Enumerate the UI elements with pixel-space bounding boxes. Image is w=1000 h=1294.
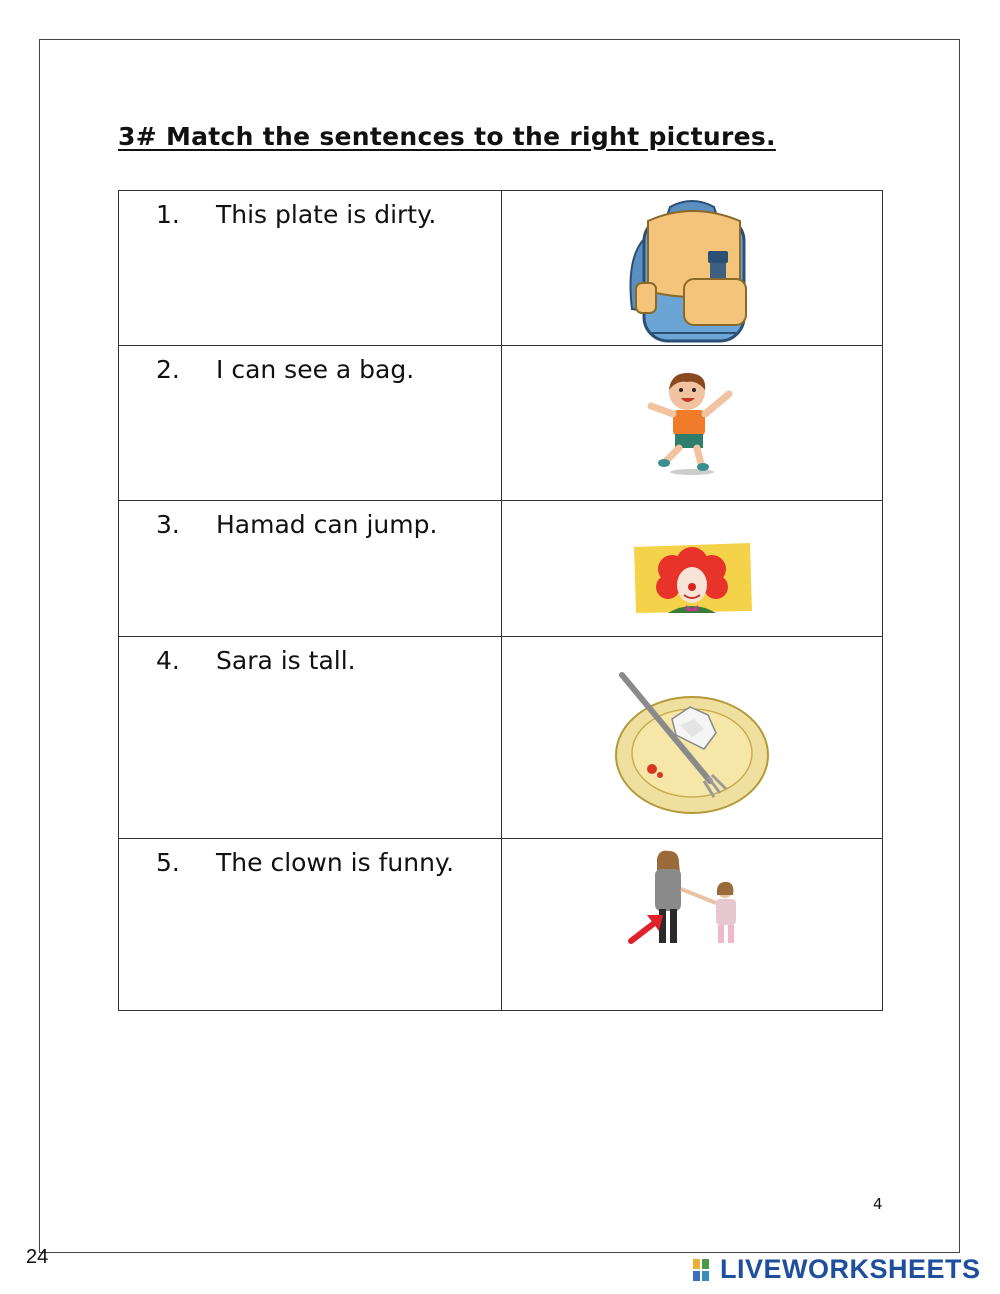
sentence-cell <box>119 346 502 501</box>
sentence-text: Sara is tall. <box>216 646 356 675</box>
item-number: 5. <box>156 848 180 877</box>
table-row <box>119 346 883 501</box>
sentence-text: This plate is dirty. <box>216 200 437 229</box>
item-number: 2. <box>156 355 180 384</box>
picture-cell[interactable] <box>502 191 883 346</box>
picture-cell[interactable] <box>502 346 883 501</box>
item-number: 3. <box>156 510 180 539</box>
matching-table <box>118 190 883 1011</box>
sentence-cell <box>119 839 502 1011</box>
table-row <box>119 637 883 839</box>
jumping-boy-image <box>637 368 747 478</box>
picture-cell[interactable] <box>502 637 883 839</box>
table-row <box>119 501 883 637</box>
logo-blocks-icon <box>692 1257 718 1283</box>
liveworksheets-logo <box>692 1254 981 1285</box>
sentence-cell <box>119 191 502 346</box>
picture-cell[interactable] <box>502 839 883 1011</box>
sentence-cell <box>119 637 502 839</box>
sentence-text: Hamad can jump. <box>216 510 438 539</box>
sentence-text: The clown is funny. <box>216 848 455 877</box>
brand-name: LIVEWORKSHEETS <box>720 1254 981 1284</box>
exercise-title: 3# Match the sentences to the right pictures. <box>118 122 776 151</box>
picture-cell[interactable] <box>502 501 883 637</box>
page-number: 4 <box>873 1195 883 1213</box>
table-row <box>119 191 883 346</box>
clown-image <box>632 541 752 613</box>
backpack-image <box>622 199 762 345</box>
corner-page-number: 24 <box>26 1246 49 1268</box>
dirty-plate-image <box>612 669 772 819</box>
sentence-text: I can see a bag. <box>216 355 415 384</box>
item-number: 1. <box>156 200 180 229</box>
tall-and-short-girls-image <box>617 849 767 949</box>
sentence-cell <box>119 501 502 637</box>
item-number: 4. <box>156 646 180 675</box>
table-row <box>119 839 883 1011</box>
